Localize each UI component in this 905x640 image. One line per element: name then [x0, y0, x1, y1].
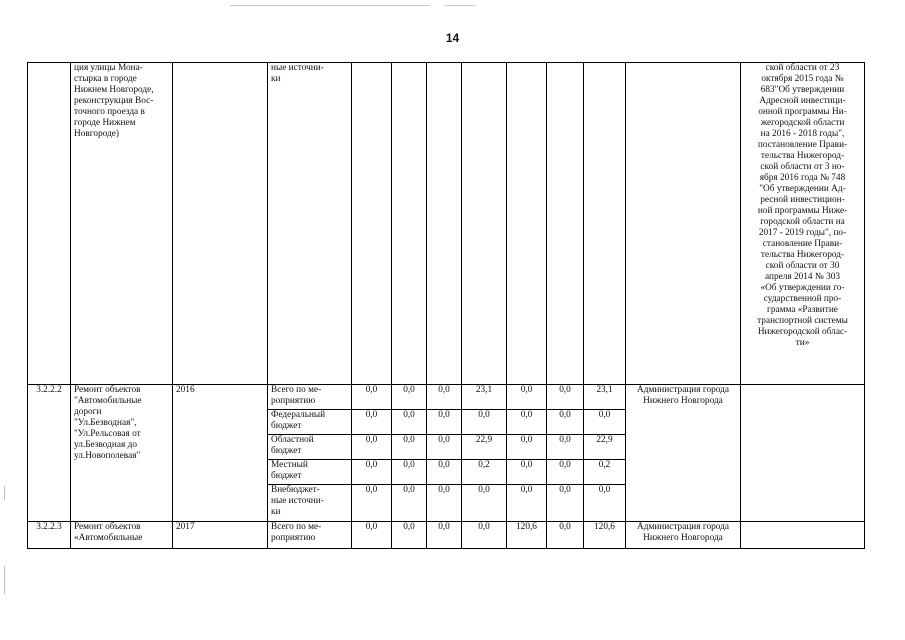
value-cell: 0,0 — [427, 434, 462, 459]
value-cell: 0,0 — [507, 409, 547, 434]
table-row — [28, 384, 865, 409]
source-cell: Всего по ме- роприятию — [268, 521, 352, 548]
event-name-cell: Ремонт объектов «Автомобильные — [71, 521, 173, 548]
scan-edge-mark — [4, 486, 5, 500]
value-cell — [352, 63, 392, 385]
legal-document-cell: ской области от 23 октября 2015 года № 683"Об утверждении Адресной инвестици- онной программы Ни- жегородской области на 2016 - 2018 годы", постановление Прави- тельства Нижегород- ской области от 3 но- ября 2016 года № 748 "Об утверждении Ад- ресной инвестицион- ной программы Ниже- городской области на 2017 - 2019 годы", по- становление Прави- тельства Нижегород- ской области от 30 апреля 2014 № 303 «Об утверждении го- сударственной про- грамма «Развитие транспортной системы Нижегородской облас- ти» — [741, 63, 865, 385]
value-cell: 0,0 — [352, 521, 392, 548]
value-cell: 0,0 — [547, 521, 584, 548]
value-cell: 0,0 — [352, 459, 392, 484]
source-cell: Областной бюджет — [268, 434, 352, 459]
value-cell: 0,0 — [427, 521, 462, 548]
value-cell: 0,0 — [392, 434, 427, 459]
legal-document-cell — [741, 384, 865, 521]
source-cell: Федеральный бюджет — [268, 409, 352, 434]
responsible-cell — [626, 63, 741, 385]
value-cell: 0,0 — [427, 409, 462, 434]
row-number-cell — [28, 63, 71, 385]
value-cell: 0,0 — [584, 409, 626, 434]
table-row — [28, 521, 865, 548]
value-cell: 0,0 — [462, 409, 507, 434]
value-cell: 0,0 — [547, 409, 584, 434]
value-cell: 0,0 — [507, 434, 547, 459]
program-table — [27, 62, 865, 549]
source-cell: ные источни- ки — [268, 63, 352, 385]
responsible-cell: Администрация города Нижнего Новгорода — [626, 521, 741, 548]
value-cell: 0,0 — [352, 484, 392, 521]
value-cell: 0,0 — [584, 484, 626, 521]
source-cell: Всего по ме- роприятию — [268, 384, 352, 409]
page-number: 14 — [445, 31, 460, 45]
value-cell — [547, 63, 584, 385]
event-name-cell: Ремонт объектов "Автомобильные дороги "Ул.Безводная", "Ул.Рельсовая от ул.Безводная до ул.Новополевая" — [71, 384, 173, 521]
value-cell — [507, 63, 547, 385]
value-cell: 0,0 — [427, 484, 462, 521]
row-number-cell: 3.2.2.2 — [28, 384, 71, 521]
scan-top-line — [445, 5, 475, 6]
value-cell: 0,0 — [352, 384, 392, 409]
value-cell: 0,0 — [547, 484, 584, 521]
value-cell: 0,0 — [427, 384, 462, 409]
value-cell: 0,0 — [352, 434, 392, 459]
year-cell — [173, 63, 268, 385]
source-cell: Местный бюджет — [268, 459, 352, 484]
value-cell: 23,1 — [462, 384, 507, 409]
value-cell: 0,0 — [462, 484, 507, 521]
value-cell — [584, 63, 626, 385]
value-cell: 22,9 — [584, 434, 626, 459]
year-cell: 2016 — [173, 384, 268, 521]
value-cell: 0,0 — [507, 459, 547, 484]
scan-top-line — [230, 5, 430, 6]
value-cell: 120,6 — [584, 521, 626, 548]
value-cell: 0,0 — [392, 459, 427, 484]
value-cell: 0,0 — [547, 434, 584, 459]
value-cell: 0,0 — [507, 484, 547, 521]
value-cell — [392, 63, 427, 385]
value-cell — [427, 63, 462, 385]
value-cell — [462, 63, 507, 385]
value-cell: 0,2 — [462, 459, 507, 484]
source-cell: Внебюджет- ные источни- ки — [268, 484, 352, 521]
value-cell: 0,0 — [392, 521, 427, 548]
value-cell: 0,0 — [462, 521, 507, 548]
value-cell: 0,0 — [427, 459, 462, 484]
value-cell: 0,0 — [547, 459, 584, 484]
value-cell: 0,0 — [352, 409, 392, 434]
value-cell: 120,6 — [507, 521, 547, 548]
value-cell: 0,2 — [584, 459, 626, 484]
value-cell: 0,0 — [392, 484, 427, 521]
table-row-continuation — [28, 63, 865, 385]
value-cell: 22,9 — [462, 434, 507, 459]
row-number-cell: 3.2.2.3 — [28, 521, 71, 548]
value-cell: 0,0 — [547, 384, 584, 409]
value-cell: 23,1 — [584, 384, 626, 409]
responsible-cell: Администрация города Нижнего Новгорода — [626, 384, 741, 521]
value-cell: 0,0 — [392, 409, 427, 434]
legal-document-cell — [741, 521, 865, 548]
event-name-cell: ция улицы Мона- стырка в городе Нижнем Новгороде, реконструкция Вос- точного проезда в городе Нижнем Новгороде) — [71, 63, 173, 385]
year-cell: 2017 — [173, 521, 268, 548]
scan-edge-mark — [4, 566, 5, 594]
value-cell: 0,0 — [392, 384, 427, 409]
value-cell: 0,0 — [507, 384, 547, 409]
